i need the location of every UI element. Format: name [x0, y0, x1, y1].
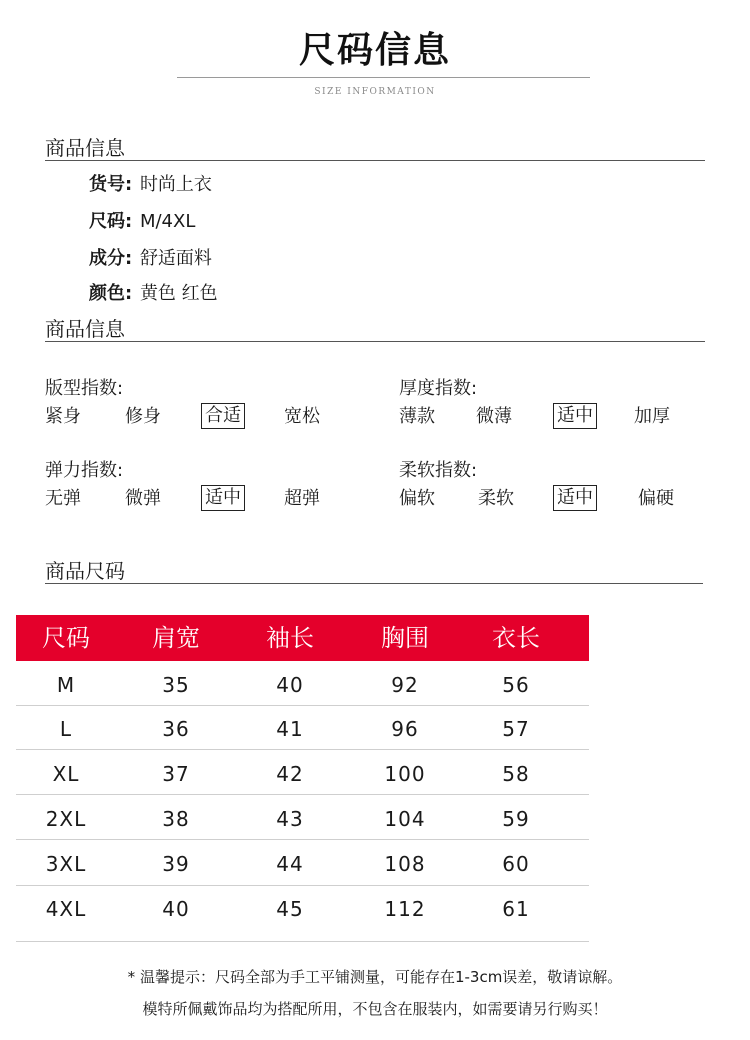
fit-option: 修身	[125, 406, 161, 427]
elasticity-option: 超弹	[284, 488, 320, 509]
row-divider	[16, 749, 589, 750]
table-cell: 108	[384, 852, 426, 876]
row-divider	[16, 941, 589, 942]
info-value: M/4XL	[139, 211, 196, 232]
info-label: 货号:	[89, 174, 133, 195]
row-divider	[16, 885, 589, 886]
table-cell: 39	[162, 852, 190, 876]
fit-option: 宽松	[284, 406, 320, 427]
info-row-item-no	[89, 174, 212, 196]
table-cell: 92	[391, 673, 419, 697]
table-cell: 40	[162, 897, 190, 921]
accessory-note: 模特所佩戴饰品均为搭配所用，不包含在服装内，如需要请另行购买！	[142, 1000, 608, 1018]
size-table-heading: 商品尺码	[45, 559, 125, 583]
thickness-option: 微薄	[476, 406, 512, 427]
info-value: 黄色 红色	[139, 283, 218, 304]
row-divider	[16, 794, 589, 795]
table-cell: M	[56, 673, 76, 697]
softness-index-label: 柔软指数:	[399, 460, 478, 481]
row-divider	[16, 839, 589, 840]
page-subtitle: SIZE INFORMATION	[314, 87, 436, 97]
fit-index-label: 版型指数:	[45, 378, 124, 399]
title-divider	[177, 77, 590, 78]
table-cell: 37	[162, 762, 190, 786]
thickness-option: 加厚	[634, 406, 670, 427]
table-cell: 42	[276, 762, 304, 786]
table-cell: 112	[384, 897, 426, 921]
table-cell: 40	[276, 673, 304, 697]
info-label: 成分:	[89, 248, 133, 269]
thickness-option: 薄款	[399, 406, 435, 427]
size-table-header	[16, 615, 589, 661]
table-cell: 36	[162, 717, 190, 741]
indices-heading: 商品信息	[45, 317, 125, 341]
info-row-material	[89, 248, 212, 270]
column-header-sleeve: 袖长	[266, 624, 314, 652]
table-cell: 44	[276, 852, 304, 876]
product-info-divider	[45, 160, 705, 161]
column-header-shoulder: 肩宽	[152, 624, 200, 652]
thickness-option-selected: 适中	[553, 403, 597, 429]
table-cell: 56	[502, 673, 530, 697]
page-title: 尺码信息	[298, 30, 451, 71]
table-cell: 100	[384, 762, 426, 786]
table-cell: 38	[162, 807, 190, 831]
table-cell: 60	[502, 852, 530, 876]
softness-option-selected: 适中	[553, 485, 597, 511]
thickness-index-label: 厚度指数:	[399, 378, 478, 399]
product-info-heading: 商品信息	[45, 136, 125, 160]
softness-option: 偏硬	[638, 488, 674, 509]
table-cell: 59	[502, 807, 530, 831]
info-row-color	[89, 283, 218, 305]
size-table-divider	[45, 583, 703, 584]
info-value: 舒适面料	[139, 248, 212, 269]
column-header-chest: 胸围	[381, 624, 429, 652]
table-cell: 104	[384, 807, 426, 831]
table-cell: 57	[502, 717, 530, 741]
elasticity-option: 无弹	[45, 488, 81, 509]
indices-divider	[45, 341, 705, 342]
table-cell: 3XL	[45, 852, 87, 876]
info-label: 尺码:	[89, 211, 133, 232]
table-cell: 96	[391, 717, 419, 741]
elasticity-option-selected: 适中	[201, 485, 245, 511]
column-header-length: 衣长	[492, 624, 540, 652]
table-cell: 61	[502, 897, 530, 921]
softness-option: 柔软	[478, 488, 514, 509]
softness-option: 偏软	[399, 488, 435, 509]
row-divider	[16, 705, 589, 706]
info-row-size	[89, 211, 195, 233]
table-cell: 41	[276, 717, 304, 741]
table-cell: XL	[52, 762, 80, 786]
table-cell: 45	[276, 897, 304, 921]
table-cell: 35	[162, 673, 190, 697]
fit-option-selected: 合适	[201, 403, 245, 429]
elasticity-option: 微弹	[125, 488, 161, 509]
table-cell: 2XL	[45, 807, 87, 831]
table-cell: 58	[502, 762, 530, 786]
info-value: 时尚上衣	[139, 174, 212, 195]
info-label: 颜色:	[89, 283, 133, 304]
column-header-size: 尺码	[42, 624, 90, 652]
elasticity-index-label: 弹力指数:	[45, 460, 124, 481]
table-cell: 4XL	[45, 897, 87, 921]
table-cell: L	[59, 717, 73, 741]
fit-option: 紧身	[45, 406, 81, 427]
table-cell: 43	[276, 807, 304, 831]
measurement-note: * 温馨提示：尺码全部为手工平铺测量，可能存在1-3cm误差，敬请谅解。	[127, 968, 623, 986]
